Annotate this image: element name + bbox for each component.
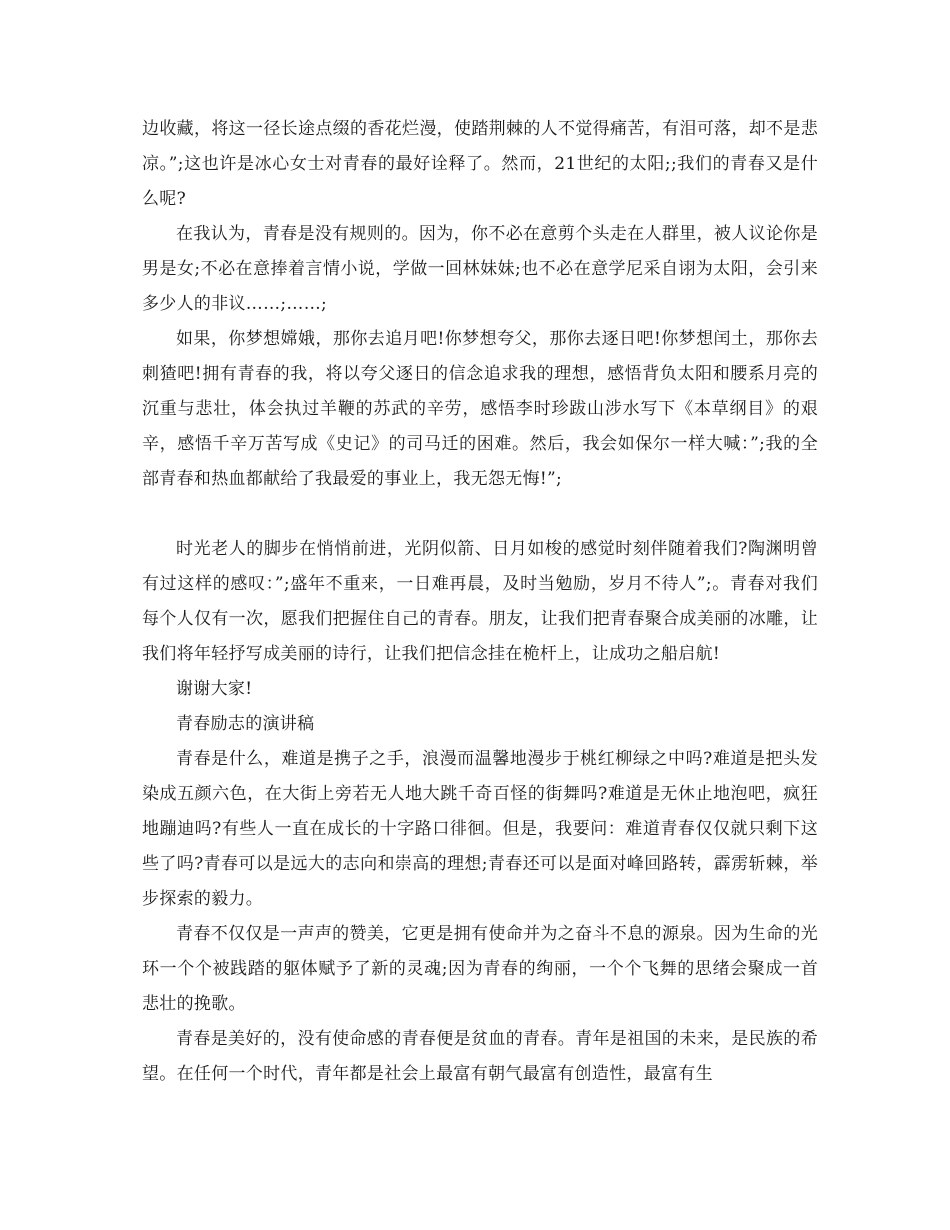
paragraph-3: 如果，你梦想嫦娥，那你去追月吧!你梦想夸父，那你去逐日吧!你梦想闰土，那你去刺猹吧!拥有青春的我，将以夸父逐日的信念追求我的理想，感悟背负太阳和腰系月亮的沉重与悲壮，体会执过羊鞭的苏武的辛劳，感悟李时珍跋山涉水写下《本草纲目》的艰辛，感悟千辛万苦写成《史记》的司马迁的困难。然后，我会如保尔一样大喊：”;我的全部青春和热血都献给了我最爱的事业上，我无怨无悔!”; [142, 329, 818, 489]
paragraph-4: 时光老人的脚步在悄悄前进，光阴似箭、日月如梭的感觉时刻伴随着我们?陶渊明曾有过这样的感叹：”;盛年不重来，一日难再晨，及时当勉励，岁月不待人”;。青春对我们每个人仅有一次，愿我们把握住自己的青春。朋友，让我们把青春聚合成美丽的冰雕，让我们将年轻抒写成美丽的诗行，让我们把信念挂在桅杆上，让成功之船启航! [142, 539, 818, 664]
paragraph-5: 谢谢大家! [176, 679, 253, 699]
section-heading: 青春励志的演讲稿 [176, 714, 315, 734]
paragraph-7: 青春不仅仅是一声声的赞美，它更是拥有使命并为之奋斗不息的源泉。因为生命的光环一个个被践踏的躯体赋予了新的灵魂;因为青春的绚丽，一个个飞舞的思绪会聚成一首悲壮的挽歌。 [142, 924, 818, 1014]
paragraph-1: 边收藏，将这一径长途点缀的香花烂漫，使踏荆棘的人不觉得痛苦，有泪可落，却不是悲凉。”;这也许是冰心女士对青春的最好诠释了。然而，21世纪的太阳;;我们的青春又是什么呢? [142, 119, 818, 209]
paragraph-8: 青春是美好的，没有使命感的青春便是贫血的青春。青年是祖国的未来，是民族的希望。在任何一个时代，青年都是社会上最富有朝气最富有创造性，最富有生 [142, 1029, 818, 1084]
paragraph-6: 青春是什么，难道是携子之手，浪漫而温馨地漫步于桃红柳绿之中吗?难道是把头发染成五颜六色，在大街上旁若无人地大跳千奇百怪的街舞吗?难道是无休止地泡吧，疯狂地蹦迪吗?有些人一直在成长的十字路口徘徊。但是，我要问：难道青春仅仅就只剩下这些了吗?青春可以是远大的志向和崇高的理想;青春还可以是面对峰回路转，霹雳斩棘，举步探索的毅力。 [142, 749, 818, 909]
paragraph-2: 在我认为，青春是没有规则的。因为，你不必在意剪个头走在人群里，被人议论你是男是女;不必在意捧着言情小说，学做一回林妹妹;也不必在意学尼采自诩为太阳，会引来多少人的非议……;……; [142, 224, 818, 314]
